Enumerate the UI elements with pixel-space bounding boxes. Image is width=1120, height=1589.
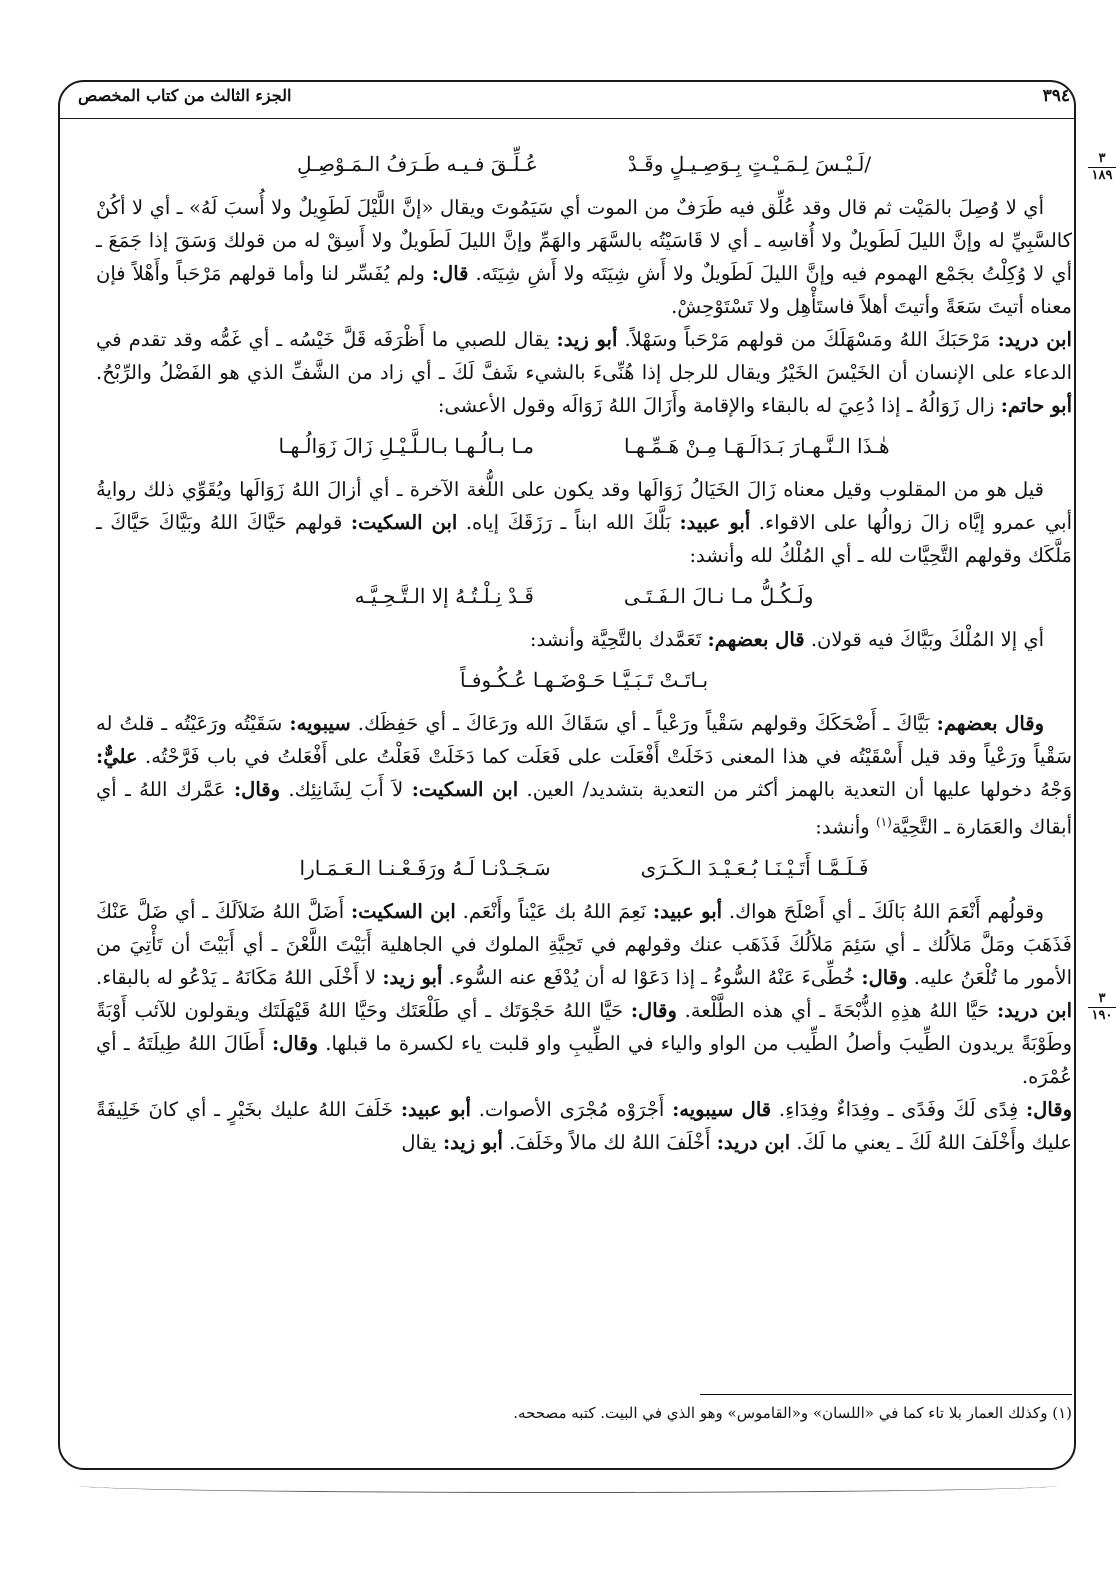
- book-title: الجزء الثالث من كتاب المخصص: [78, 86, 292, 105]
- speaker-label: أبو زيد:: [442, 1130, 503, 1154]
- margin-ref-page: ١٨٩: [1091, 168, 1113, 183]
- text-run: نَعِمَ اللهُ بك عَيْناً وأَنْعَم.: [462, 899, 647, 923]
- verse-line: [96, 664, 1072, 697]
- speaker-label: أبو زيد:: [382, 965, 443, 989]
- margin-reference: [1088, 152, 1116, 183]
- text-run: بَيَّاكَ ـ أَضْحَكَكَ وقولهم سَقْياً ورَعْياً ـ أي سَقَاكَ الله ورَعَاكَ ـ أي حَفِظَك.: [357, 712, 930, 735]
- text-run: حَيَّا اللهُ حَجْوَتَك ـ أي طَلْعَتَك وحَيَّا اللهُ قَيْهَلَتَك ويقولون للآئب أَوْبَةً وطَوْبَةً يريدون الطِّيبَ وأصلُ الطِّيب من الواو والياء في الطِّيبِ واو قلبت ياء لكسرة ما قبلها.: [96, 998, 1072, 1055]
- text-run: حَيَّا اللهُ هذِهِ الذُّبْحَةَ ـ أي هذه الطَّلْعة.: [684, 998, 990, 1022]
- text-run: سَقَيْتُه ورَعَيْتُه ـ قلتُ له سَقْياً ورَعْياً وقد قيل أَسْقَيْتُه في هذا المعنى دَخَلَتْ أَفْعَلَت على فَعَلَت كما دَخَلَتْ فَعَلْتُ على أَفْعَلتُ في باب فَرَّحْتُه.: [96, 712, 1072, 768]
- margin-reference: [1088, 992, 1116, 1023]
- page-number: ٣٩٤: [1042, 86, 1070, 106]
- paragraph: [96, 707, 1072, 844]
- footnote: (١) وكذلك العمار بلا تاء كما في «اللسان» و«القاموس» وهو الذي في البيت. كتبه مصححه.: [513, 1404, 1072, 1422]
- text-run: أَجْرَوْه مُجْرَى الأصوات.: [478, 1097, 665, 1121]
- text-run: فِدًى لَكَ وفَدًى ـ وفِدَاءٌ وفِدَاءِ.: [778, 1097, 1019, 1121]
- margin-ref-volume: ٣: [1088, 992, 1116, 1008]
- margin-ref-volume: ٣: [1088, 152, 1116, 168]
- page-edge: [78, 1478, 1058, 1493]
- text-run: مَرْحَبَكَ اللهُ ومَسْهَلَكَ من قولهم مَرْحَباً وسَهْلاً.: [624, 328, 991, 351]
- verse-hemistich: بـاتَـتْ تَـبَـيَّـا حَـوْضَـهـا عُـكُـوفـاً: [459, 668, 709, 692]
- text-run: يقال للصبي ما أَظْرَفَه قَلَّ خَيْسُه ـ أي غَمُّه وقد تقدم في الدعاء على الإنسان أن الخَيْسَ الخَيْرُ ويقال للرجل إذا هُنِّىءَ بالشيء شَفَّ لَكَ ـ أي زاد من الشَّفِّ الذي هو الفَضْلُ والرِّبْحُ.: [96, 328, 1072, 384]
- text-run: تَعَمَّدك بالتَّحِيَّة وأنشد:: [529, 628, 702, 651]
- speaker-label: أبو عبيد:: [400, 1097, 471, 1121]
- speaker-label: قال سيبويه:: [672, 1097, 772, 1121]
- text-run: قولهم حَيَّاكَ اللهُ وبَيَّاكَ حَيَّاكَ ـ مَلَّكَك وقولهم التَّحِيَّات لله ـ أي المُلْكُ لله وأنشد:: [96, 511, 1072, 567]
- speaker-label: وقال:: [630, 998, 677, 1022]
- paragraph: [96, 191, 1072, 422]
- text-run: بَلَّكَ الله ابناً ـ رَزَقَكَ إياه.: [465, 511, 671, 534]
- text-run: وأنشد:: [815, 815, 870, 839]
- verse-hemistich: هٰـذَا الـنَّـهـارَ بَـدَالَـهَـا مِـنْ هَـمِّـهـا: [623, 434, 890, 458]
- margin-ref-page: ١٩٠: [1091, 1008, 1113, 1023]
- text-run: لاَ أَبَ لِشَانِئِك.: [288, 778, 404, 801]
- speaker-label: وقال:: [1025, 1097, 1072, 1121]
- text-run: زال زَوَالُهُ ـ إذا دُعِيَ له بالبقاء والإقامة وأَزَالَ اللهُ زَوَالَه وقول الأعشى:: [437, 394, 995, 417]
- speaker-label: قال بعضهم:: [707, 628, 805, 651]
- text-run: عَمَّرك اللهُ ـ أي أبقاك والعَمَارة ـ التَّحِيَّة: [96, 778, 1072, 839]
- text-run: أَضَلَّ اللهُ ضَلاَلَكَ ـ أي ضَلَّ عَنْكَ فَذَهَبَ ومَلَّ مَلاَلُك ـ أي سَئِمَ مَلاَلُكَ فَذَهَب عنك وقولهم في تَحِيَّةِ الملوك في الجاهلية أَبَيْتَ اللَّعْنَ ـ أي أَبَيْتَ أن تَأْتِيَ من الأمور ما تُلْعَنُ عليه.: [96, 899, 1073, 989]
- speaker-label: عليٌّ:: [96, 745, 138, 768]
- paragraph: [96, 623, 1072, 656]
- text-run: خُطِّىءَ عَنْهُ السُّوءُ ـ إذا دَعَوْا له أن يُدْفَع عنه السُّوء.: [448, 965, 856, 989]
- page-header: [78, 86, 1070, 116]
- speaker-label: أبو عبيد:: [652, 899, 723, 923]
- verse-line: [96, 430, 1072, 463]
- header-rule: [60, 118, 1074, 119]
- speaker-label: ابن دريد:: [996, 998, 1072, 1022]
- footnote-marker: (١): [875, 815, 892, 829]
- paragraph: [96, 895, 1072, 1159]
- verse-line: [96, 580, 1072, 613]
- speaker-label: ابن السكيت:: [350, 899, 456, 923]
- speaker-label: أبو عبيد:: [679, 511, 751, 534]
- speaker-label: وقال:: [233, 778, 281, 801]
- speaker-label: أبو حاتم:: [1000, 394, 1072, 417]
- speaker-label: ابن دريد:: [716, 1130, 791, 1154]
- verse-hemistich: /لَـيْـسَ لِـمَـيْـتٍ بِـوَصِـيـلٍ وقَـدْ: [627, 152, 872, 176]
- text-run: وقولُهم أَنْعَمَ اللهُ بَالَكَ ـ أي أَصْلَحَ هواك.: [728, 899, 1045, 923]
- footnote-rule: [700, 1394, 1072, 1395]
- speaker-label: أبو زيد:: [556, 328, 618, 351]
- text-run: أي لا وُصِلَ بالمَيْت ثم قال وقد عُلِّق فيه طَرَفٌ من الموت أي سَيَمُوتَ ويقال «إنَّ اللَّيْلَ لَطَوِيلٌ ولا أُسبَ لَهُ» ـ أي لا أكُنْ كالسَّبِيِّ له وإنَّ الليلَ لَطَويلٌ ولا أُقاسِه ـ أي لا قَاسَيْتُه بالسَّهَر والهَمِّ وإنَّ الليلَ لَطَويلٌ ولا أَسِقْ له من قولك وَسَقَ إذا جَمَعَ ـ أي لا وُكِلْتُ بجَمْع الهموم فيه وإنَّ الليلَ لَطَويلٌ ولا أَشِ شِيَتَه ولا أَشِ شِيَتَه.: [96, 196, 1072, 285]
- text-run: يقال: [401, 1130, 437, 1154]
- verse-line: [96, 852, 1072, 885]
- text-run: لا أَخْلَى اللهُ مَكَانَهُ ـ يَدْعُو له بالبقاء.: [96, 965, 377, 989]
- main-text: [96, 140, 1072, 1159]
- speaker-label: وقال:: [861, 965, 908, 989]
- text-run: أي إلا المُلْكَ وبَيَّاكَ فيه قولان.: [810, 628, 1044, 651]
- verse-hemistich: سَـجَـدْنـا لَـهُ ورَفَـعْـنـا الـعَـمَـارا: [299, 855, 551, 880]
- text-run: وَجْهُ دخولها عليها أن التعدية بالهمز أكثر من التعدية بتشديد/ العين.: [526, 778, 1073, 801]
- verse-hemistich: عُـلِّـقَ فـيـه طَـرَفُ الـمَـوْصِـلِ: [296, 152, 538, 176]
- verse-hemistich: مـا بـالُـهـا بـالـلَّـيْـلِ زَالَ زَوَالُـهـا: [278, 434, 534, 458]
- verse-line: [96, 148, 1072, 181]
- text-run: خَلَفَ اللهُ عليك بخَيْرٍ ـ أي كانَ خَلِيفَةً عليك وأَخْلَفَ اللهُ لَكَ ـ يعني ما لَكَ.: [96, 1097, 1072, 1154]
- speaker-label: سيبويه:: [289, 712, 351, 735]
- paragraph: [96, 473, 1072, 572]
- text-run: أَخْلَفَ اللهُ لك مالاً وخَلَفَ.: [509, 1130, 711, 1154]
- speaker-label: قال:: [431, 262, 469, 285]
- text-run: أَطَالَ اللهُ طِيلَتَهُ ـ أي عُمْرَه.: [96, 1031, 1072, 1088]
- speaker-label: وقال:: [271, 1031, 319, 1055]
- verse-hemistich: فَـلَـمَّـا أَتَـيْـنَـا بُـعَـيْـدَ الـكَـرَى: [640, 855, 869, 880]
- text-run: ولم يُفَسِّر لنا وأما قولهم مَرْحَباً وأَهْلاً فإن معناه أتيتَ سَعَةً وأتيتَ أهلاً فاستَأْهِل ولا تَسْتَوْحِشْ.: [96, 262, 1072, 318]
- text-run: قيل هو من المقلوب وقيل معناه زَالَ الخَيَالُ زَوَالَها وقد يكون على اللُّغة الآخرة ـ أي أزالَ اللهُ زَوَالَها ويُقَوِّي ذلك روايةُ أبي عمرو إيَّاه زالَ زوالُها على الاقواء.: [96, 478, 1073, 534]
- speaker-label: ابن السكيت:: [411, 778, 519, 801]
- speaker-label: ابن دريد:: [997, 328, 1072, 351]
- speaker-label: ابن السكيت:: [350, 511, 458, 534]
- verse-hemistich: قَـدْ نِـلْـتُـهُ إلا الـتَّـحِـيَّـه: [354, 584, 534, 608]
- speaker-label: وقال بعضهم:: [936, 712, 1045, 735]
- verse-hemistich: ولَـكُـلُّ مـا نـالَ الـفَـتَـى: [623, 584, 814, 608]
